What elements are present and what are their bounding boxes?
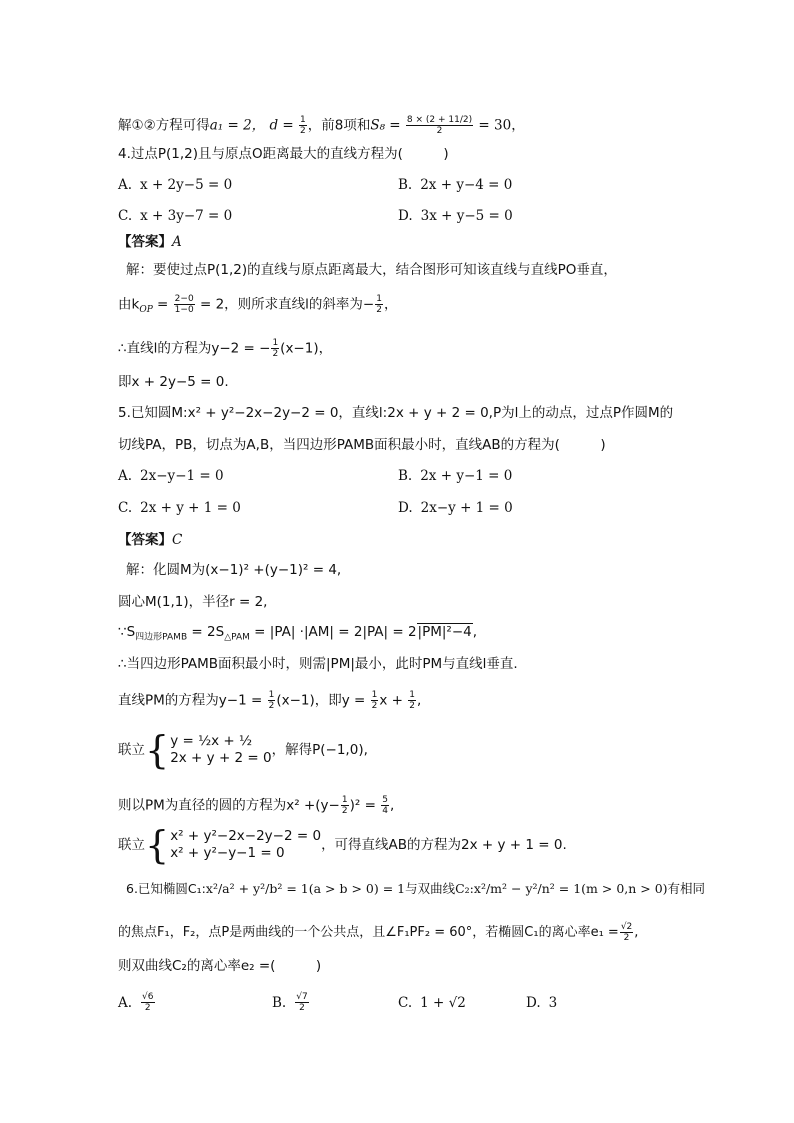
q4-solution-2 bbox=[118, 294, 397, 319]
q5-stem-2 bbox=[118, 436, 606, 454]
text: ，前8项和 bbox=[307, 117, 371, 134]
option-label: C. bbox=[398, 995, 413, 1011]
question-text: 5.已知圆M:x² + y²−2x−2y−2 = 0，直线l:2x + y + 2 = 0,P为l上的动点，过点P作圆M的 bbox=[118, 405, 674, 421]
math: S₈ = bbox=[370, 117, 401, 134]
fraction bbox=[271, 338, 279, 359]
text: 直线PM的方程为y−1 = bbox=[118, 692, 263, 709]
subscript: OP bbox=[139, 305, 153, 316]
numerator: 1 bbox=[300, 115, 306, 125]
text: , bbox=[472, 624, 478, 640]
q5-option-c bbox=[118, 499, 241, 517]
fraction bbox=[381, 795, 389, 816]
denominator: 2 bbox=[299, 1003, 305, 1013]
denominator: 2 bbox=[341, 806, 348, 816]
q4-solution-3 bbox=[118, 338, 332, 359]
option-text: 2x + y + 1 = 0 bbox=[140, 500, 241, 516]
fraction bbox=[141, 992, 154, 1013]
q5-solution-6 bbox=[118, 730, 368, 770]
q6-stem-3 bbox=[118, 957, 321, 975]
q4-answer bbox=[118, 233, 182, 251]
q4-solution-4 bbox=[118, 373, 229, 391]
question-text: 切线PA，PB，切点为A,B，当四边形PAMB面积最小时，直线AB的方程为( ) bbox=[118, 437, 606, 453]
sqrt-expression: |PM|²−4 bbox=[417, 624, 472, 640]
text: )² = bbox=[349, 797, 376, 814]
text: (x−1)， bbox=[280, 340, 333, 357]
denominator: 2 bbox=[371, 701, 378, 711]
text: (x−1)，即y = bbox=[276, 692, 366, 709]
text: ， bbox=[383, 296, 398, 313]
answer-label: 【答案】 bbox=[118, 234, 172, 250]
text: = 2，则所求直线l的斜率为− bbox=[199, 296, 375, 313]
option-label: B. bbox=[398, 468, 413, 484]
q5-solution-4 bbox=[118, 655, 518, 673]
q5-solution-8 bbox=[118, 825, 567, 865]
numerator: 1 bbox=[371, 690, 378, 700]
q6-option-a bbox=[118, 992, 156, 1013]
numerator: 8 × (2 + 11/2) bbox=[406, 115, 473, 125]
text: = 2S bbox=[187, 624, 225, 640]
question-text: 6.已知椭圆C₁: bbox=[126, 881, 206, 896]
q4-solution-1 bbox=[126, 261, 617, 279]
text: ，可得直线AB的方程为2x + y + 1 = 0. bbox=[321, 837, 567, 853]
q5-solution-7 bbox=[118, 795, 394, 816]
question-text: 的焦点F₁，F₂，点P是两曲线的一个公共点，且∠F₁PF₂ = 60°，若椭圆C₁的离心率e₁ = bbox=[118, 925, 619, 940]
option-text: 2x + y−4 = 0 bbox=[420, 177, 513, 193]
numerator: 1 bbox=[272, 338, 279, 348]
answer-value: A bbox=[172, 234, 182, 250]
option-text: 1 + √2 bbox=[420, 995, 466, 1011]
option-label: D. bbox=[398, 208, 413, 224]
option-label: D. bbox=[526, 995, 541, 1011]
brace-icon: { bbox=[145, 728, 170, 772]
subscript: 四边形PAMB bbox=[135, 632, 188, 643]
denominator: 2 bbox=[268, 701, 275, 711]
q6-option-b bbox=[272, 992, 310, 1013]
question-text: 4.过点P(1,2)且与原点O距离最大的直线方程为( ) bbox=[118, 146, 449, 162]
equation-system bbox=[170, 828, 321, 862]
q6-stem-2 bbox=[118, 922, 638, 943]
option-label: C. bbox=[118, 208, 133, 224]
q4-option-c bbox=[118, 207, 232, 225]
fraction bbox=[299, 115, 307, 136]
math: x²/m² − y²/n² = 1(m > 0,n > 0)有相同 bbox=[473, 881, 706, 896]
option-label: A. bbox=[118, 468, 133, 484]
subscript: △PAM bbox=[224, 632, 250, 643]
text: , bbox=[389, 797, 395, 814]
denominator: 2 bbox=[300, 126, 306, 136]
option-text: x + 2y−5 = 0 bbox=[140, 177, 233, 193]
answer-value: C bbox=[172, 532, 183, 548]
text: 由k bbox=[118, 296, 140, 313]
option-label: D. bbox=[398, 500, 413, 516]
q4-option-a bbox=[118, 176, 232, 194]
option-label: B. bbox=[398, 177, 413, 193]
fraction bbox=[174, 294, 195, 315]
option-text: 2x + y−1 = 0 bbox=[420, 468, 513, 484]
text: 即x + 2y−5 = 0. bbox=[118, 374, 229, 390]
denominator: 2 bbox=[409, 701, 415, 711]
numerator: √6 bbox=[142, 992, 154, 1002]
q5-option-b bbox=[398, 467, 512, 485]
fraction bbox=[406, 115, 473, 136]
answer-label: 【答案】 bbox=[118, 532, 172, 548]
fraction bbox=[408, 690, 416, 711]
numerator: 5 bbox=[382, 795, 388, 805]
denominator: 2 bbox=[436, 126, 443, 136]
option-label: C. bbox=[118, 500, 133, 516]
numerator: 1 bbox=[409, 690, 415, 700]
denominator: 1−0 bbox=[174, 305, 194, 315]
numerator: √7 bbox=[296, 992, 308, 1002]
q3-solution-line bbox=[118, 115, 525, 136]
fraction bbox=[371, 690, 379, 711]
numerator: 1 bbox=[376, 294, 382, 304]
q5-option-a bbox=[118, 467, 224, 485]
q5-option-d bbox=[398, 499, 513, 517]
math: x²/a² + y²/b² = 1(a > b > 0) = 1与双曲线C₂: bbox=[205, 881, 474, 896]
text: 联立 bbox=[118, 742, 145, 758]
q6-option-d bbox=[526, 994, 557, 1012]
option-label: B. bbox=[272, 994, 287, 1011]
q5-solution-3 bbox=[118, 623, 477, 647]
question-text: 则双曲线C₂的离心率e₂ =( ) bbox=[118, 958, 322, 974]
q5-solution-2 bbox=[118, 593, 267, 611]
text: ∵S bbox=[118, 624, 136, 640]
text: , bbox=[634, 925, 639, 940]
equation-row: y = ½x + ½ bbox=[170, 733, 253, 749]
fraction bbox=[295, 992, 308, 1013]
equation-row: 2x + y + 2 = 0 bbox=[170, 750, 272, 766]
text: = bbox=[152, 296, 169, 313]
fraction bbox=[620, 922, 633, 943]
q6-stem-1 bbox=[126, 880, 705, 898]
q5-solution-5 bbox=[118, 690, 421, 711]
math: = 30， bbox=[478, 117, 525, 134]
text: ∴当四边形PAMB面积最小时，则需|PM|最小，此时PM与直线l垂直. bbox=[118, 656, 518, 672]
denominator: 2 bbox=[376, 305, 382, 315]
denominator: 2 bbox=[144, 1003, 151, 1013]
q6-option-c bbox=[398, 994, 466, 1012]
numerator: 1 bbox=[341, 795, 348, 805]
text: 解①②方程可得 bbox=[118, 117, 210, 134]
fraction bbox=[375, 294, 383, 315]
text: = |PA| ·|AM| = 2|PA| = 2 bbox=[249, 624, 417, 640]
text: 解：化圆M为(x−1)² +(y−1)² = 4, bbox=[126, 562, 342, 578]
option-text: x + 3y−7 = 0 bbox=[140, 208, 233, 224]
text: x + bbox=[379, 692, 403, 709]
equation-row: x² + y²−2x−2y−2 = 0 bbox=[170, 828, 322, 844]
equation-system bbox=[170, 733, 271, 767]
text: 解：要使过点P(1,2)的直线与原点距离最大，结合图形可知该直线与直线PO垂直， bbox=[126, 262, 617, 278]
text: ，解得P(−1,0), bbox=[271, 742, 368, 758]
option-text: 3 bbox=[548, 995, 558, 1011]
text: 联立 bbox=[118, 837, 145, 853]
q5-answer bbox=[118, 531, 182, 549]
math: d = bbox=[269, 117, 294, 134]
numerator: 2−0 bbox=[174, 294, 194, 304]
q5-stem-1 bbox=[118, 404, 673, 422]
denominator: 2 bbox=[623, 933, 630, 943]
denominator: 4 bbox=[382, 806, 388, 816]
math: a₁ = 2， bbox=[209, 117, 266, 134]
q5-solution-1 bbox=[126, 561, 341, 579]
denominator: 2 bbox=[272, 349, 279, 359]
brace-icon: { bbox=[145, 823, 170, 867]
text: ∴直线l的方程为y−2 = − bbox=[118, 340, 271, 357]
q4-option-b bbox=[398, 176, 512, 194]
q4-option-d bbox=[398, 207, 513, 225]
numerator: √2 bbox=[620, 922, 633, 932]
option-label: A. bbox=[118, 994, 133, 1011]
fraction bbox=[341, 795, 349, 816]
text: 则以PM为直径的圆的方程为x² +(y− bbox=[118, 797, 340, 814]
option-text: 3x + y−5 = 0 bbox=[420, 208, 513, 224]
equation-row: x² + y²−y−1 = 0 bbox=[170, 845, 285, 861]
option-label: A. bbox=[118, 177, 133, 193]
fraction bbox=[268, 690, 276, 711]
text: , bbox=[416, 692, 422, 709]
q4-stem bbox=[118, 145, 449, 163]
option-text: 2x−y + 1 = 0 bbox=[420, 500, 513, 516]
text: 圆心M(1,1)，半径r = 2, bbox=[118, 594, 268, 610]
option-text: 2x−y−1 = 0 bbox=[140, 468, 224, 484]
numerator: 1 bbox=[268, 690, 275, 700]
